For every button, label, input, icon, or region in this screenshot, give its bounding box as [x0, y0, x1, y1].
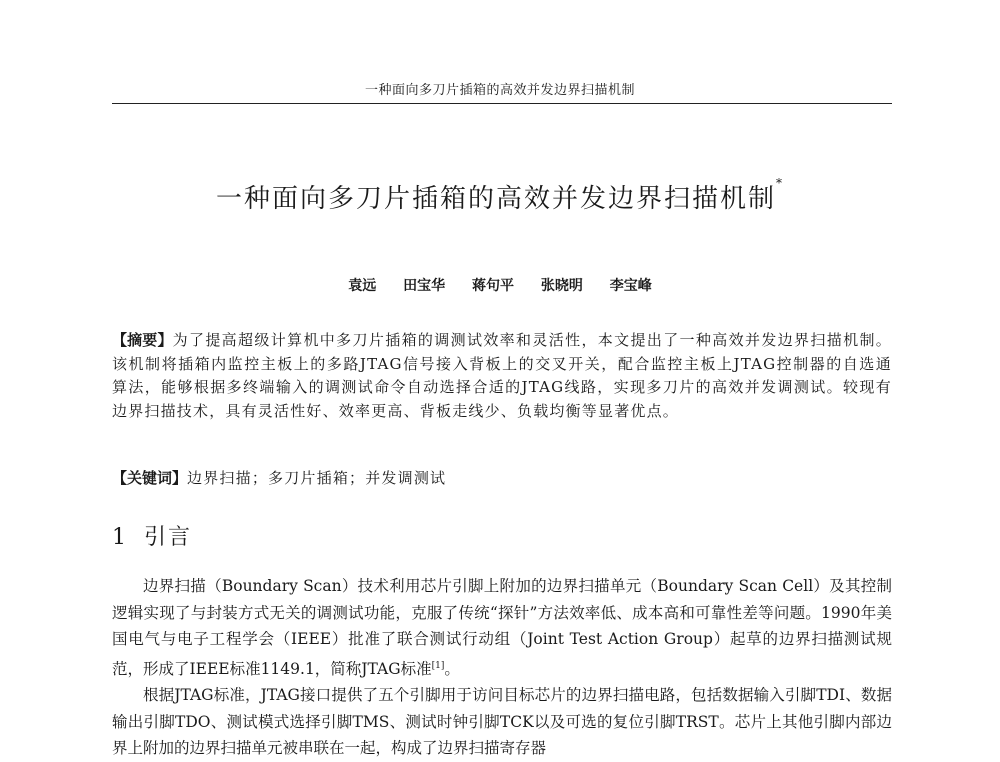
paragraph-text: 边界扫描（Boundary Scan）技术利用芯片引脚上附加的边界扫描单元（Boundary Scan Cell）及其控制逻辑实现了与封装方式无关的调测试功能，克服了传统“探针”方法效率低、成本高和可靠性差等问题。1990年美国电气与电子工程学会（IEEE）批准了联合测试行动组（Joint Test Action Group）起草的边界扫描测试规范，形成了IEEE标准1149.1，简称JTAG标准: [112, 577, 892, 678]
author-name: 袁远: [348, 278, 377, 294]
author-name: 蒋句平: [472, 278, 514, 294]
author-name: 张晓明: [540, 278, 583, 294]
section-heading: [112, 520, 192, 551]
abstract-text: 为了提高超级计算机中多刀片插箱的调测试效率和灵活性，本文提出了一种高效并发边界扫描机制。该机制将插箱内监控主板上的多路JTAG信号接入背板上的交叉开关，配合监控主板上JTAG控制器的自选通算法，能够根据多终端输入的调测试命令自动选择合适的JTAG线路，实现多刀片的高效并发调测试。较现有边界扫描技术，具有灵活性好、效率更高、背板走线少、负载均衡等显著优点。: [112, 331, 892, 420]
abstract: [112, 329, 892, 423]
paragraph: [112, 573, 892, 682]
author-name: 李宝峰: [609, 278, 652, 294]
keywords-label: 【关键词】: [112, 469, 188, 487]
title-footnote-marker: *: [776, 176, 784, 190]
abstract-label: 【摘要】: [112, 331, 173, 349]
paragraph-tail: 。: [444, 659, 460, 678]
header-rule: [112, 103, 892, 104]
author-list: [0, 275, 1000, 295]
paper-title-text: 一种面向多刀片插箱的高效并发边界扫描机制: [215, 184, 776, 214]
keywords: [112, 467, 892, 488]
section-body: [112, 573, 892, 762]
author-name: 田宝华: [403, 278, 446, 294]
paragraph-text: 根据JTAG标准，JTAG接口提供了五个引脚用于访问目标芯片的边界扫描电路，包括数据输入引脚TDI、数据输出引脚TDO、测试模式选择引脚TMS、测试时钟引脚TCK以及可选的复位引脚TRST。芯片上其他引脚内部边界上附加的边界扫描单元被串联在一起，构成了边界扫描寄存器: [112, 686, 892, 758]
keywords-text: 边界扫描；多刀片插箱；并发调测试: [187, 469, 447, 487]
section-number: 1: [112, 525, 128, 550]
section-title: 引言: [144, 525, 193, 550]
paper-title: [0, 178, 1000, 215]
running-header: 一种面向多刀片插箱的高效并发边界扫描机制: [364, 83, 635, 98]
citation: [1]: [431, 660, 445, 671]
